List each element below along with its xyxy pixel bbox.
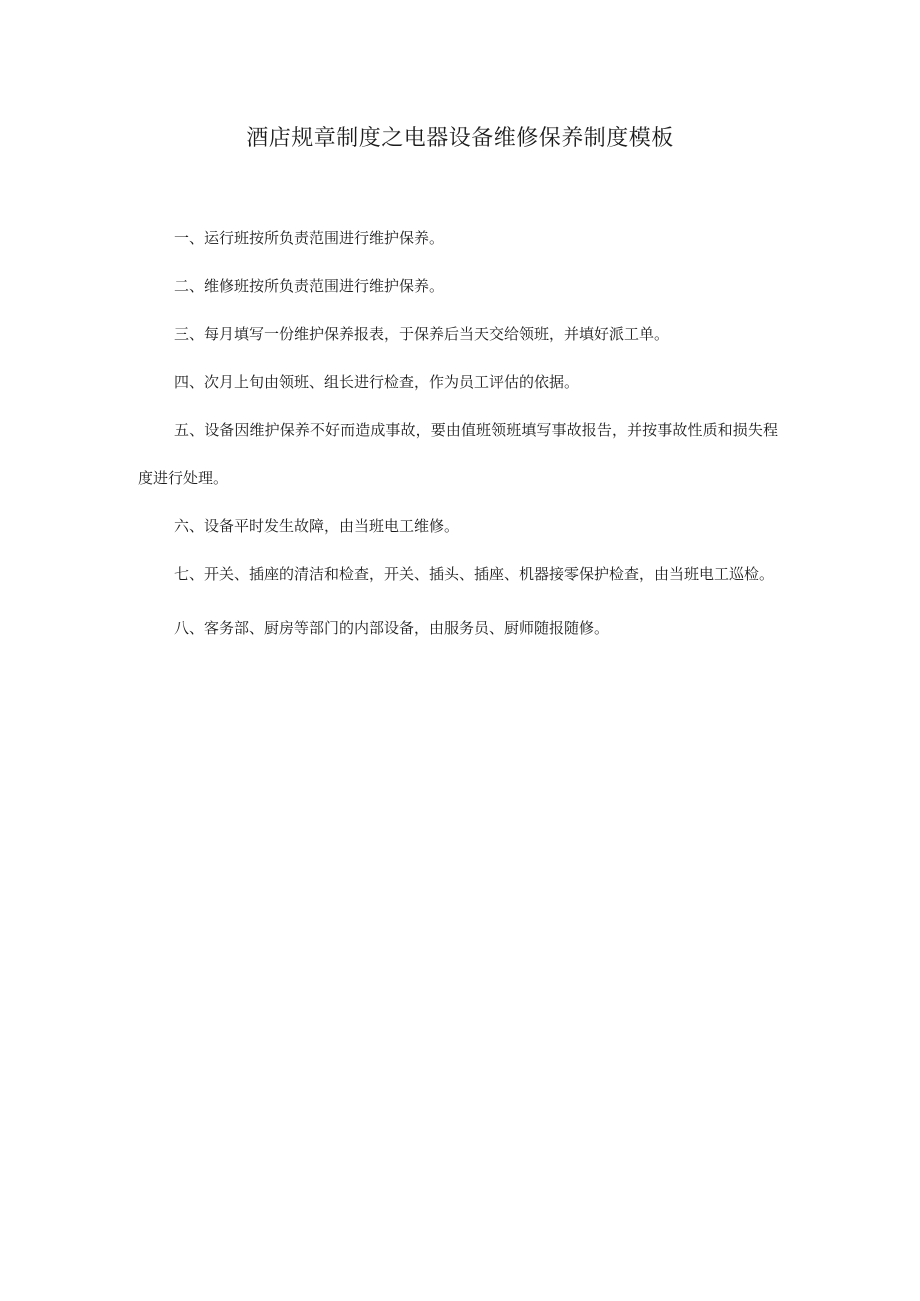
document-body: [138, 214, 778, 652]
document-title: 酒店规章制度之电器设备维修保养制度模板: [246, 126, 674, 151]
paragraph-6: 六、设备平时发生故障，由当班电工维修。: [174, 517, 460, 535]
paragraph-8: 八、客务部、厨房等部门的内部设备，由服务员、厨师随报随修。: [174, 619, 610, 637]
paragraph-3: 三、每月填写一份维护保养报表，于保养后当天交给领班，并填好派工单。: [174, 325, 670, 343]
paragraph-7: 七、开关、插座的清洁和检查，开关、插头、插座、机器接零保护检查，由当班电工巡检。: [174, 565, 775, 583]
paragraph-2: 二、维修班按所负责范围进行维护保养。: [174, 277, 445, 295]
paragraph-5: 五、设备因维护保养不好而造成事故，要由值班领班填写事故报告，并按事故性质和损失程度进行处理。: [138, 421, 778, 487]
paragraph-1: 一、运行班按所负责范围进行维护保养。: [174, 229, 445, 247]
paragraph-4: 四、次月上旬由领班、组长进行检查，作为员工评估的依据。: [174, 373, 580, 391]
